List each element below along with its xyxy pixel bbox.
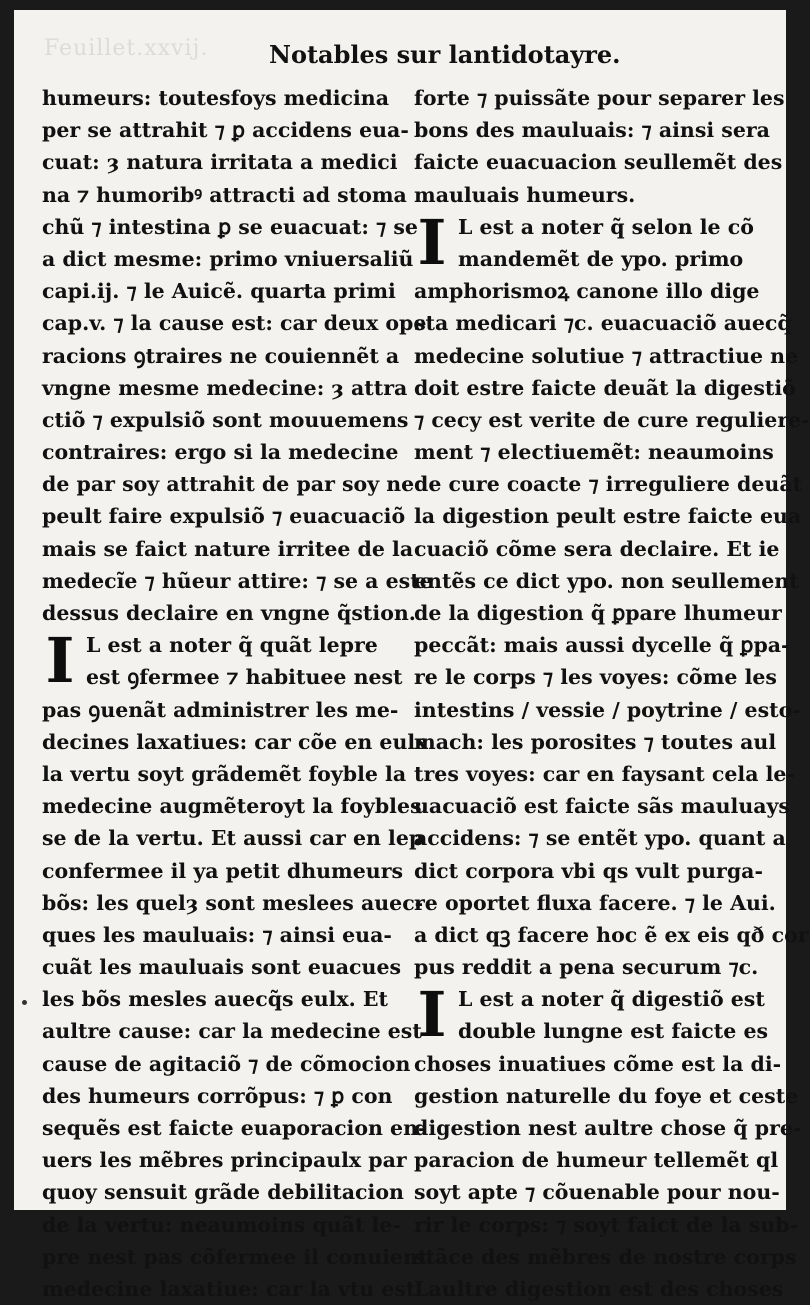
text-line: bons des mauluais: ⁊ ainsi sera [414,118,770,143]
text-line: ment ⁊ electiuemẽt: neaumoins [414,440,774,465]
text-line: cuaciõ cõme sera declaire. Et ie [414,536,780,561]
left-top-block [42,82,433,629]
text-line: amphorismoꝝ canone illo dige [414,279,760,304]
drop-cap-initial: I [417,205,447,279]
text-line: ques les mauluais: ⁊ ainsi eua- [42,922,392,947]
right-top-block [414,82,785,211]
text-line: est ꝯfermee ⁊ habituee nest [86,665,403,690]
text-line: tres voyes: car en faysant cela le- [414,761,795,786]
text-line: sequẽs est faicte euaporacion en- [42,1116,427,1140]
text-line: mais se faict nature irritee de la [42,536,414,561]
text-line: la vertu soyt grãdemẽt foyble la [42,761,407,786]
text-line: stãce des mẽbres de nostre corps [414,1244,797,1269]
text-line: doit estre faicte deuãt la digestiõ [414,375,796,400]
text-line: mandemẽt de ypo. primo [458,246,744,271]
left-bottom-block [42,694,428,1305]
text-line: de par soy attrahit de par soy ne [42,472,415,497]
text-line: rir le corps: ⁊ soyt faict de la sub- [414,1212,799,1237]
text-line: vngne mesme medecine: ȝ attra [42,375,408,400]
text-line: aultre cause: car la medecine est [42,1019,422,1044]
text-line: ctiõ ⁊ expulsiõ sont mouuemens [42,407,409,432]
text-line: chũ ⁊ intestina ꝑ se euacuat: ⁊ se [42,214,418,239]
text-line: na ⁊ humoribꝰ attracti ad stoma [42,182,407,207]
text-line: forte ⁊ puissãte pour separer les [414,86,785,110]
text-line: paracion de humeur tellemẽt ql [414,1148,779,1173]
page-scan [14,10,810,1301]
running-header: Notables sur lantidotayre. [269,40,621,69]
text-line: uacuaciõ est faicte sãs mauluays [414,794,790,819]
text-line: mauluais humeurs. [414,182,636,207]
text-line: medecine laxatiue: car la vtu est [42,1276,416,1301]
text-line: medecine augmẽteroyt la foybles [42,794,422,819]
text-line: choses inuatiues cõme est la di- [414,1051,782,1076]
left-column [42,82,433,1305]
text-line: de la digestion q̃ ꝑpare lhumeur [414,601,782,625]
text-line: digestion nest aultre chose q̃ pre- [414,1116,802,1140]
text-line: soyt apte ⁊ cõuenable pour nou- [414,1180,780,1205]
text-line: faicte euacuacion seullemẽt des [414,150,783,175]
text-line: accidens: ⁊ se entẽt ypo. quant a [414,826,786,851]
text-line: medecine solutiue ⁊ attractiue ne [414,343,799,368]
text-line: decines laxatiues: car cõe en eulx [42,729,428,754]
text-line: entẽs ce dict ypo. non seullement [414,568,799,593]
text-line: re le corps ⁊ les voyes: cõme les [414,665,777,690]
text-line: dessus declaire en vngne q̃stion. [42,601,416,625]
text-line: gestion naturelle du foye et ceste [414,1083,799,1108]
drop-cap-initial: I [45,624,75,698]
text-line: confermee il ya petit dhumeurs [42,858,404,883]
text-line: se de la vertu. Et aussi car en lep [42,826,424,851]
text-line: des humeurs corrõpus: ⁊ ꝑ con [42,1083,393,1108]
right-initial-block-2 [414,978,772,1052]
text-line: pus reddit a pena securum ⁊c. [414,955,759,980]
text-line: uers les mẽbres principaulx par [42,1148,407,1173]
right-initial-block-1 [414,205,772,279]
text-line: dict corpora vbi qs vult purga- [414,858,763,883]
left-initial-block [42,624,403,698]
text-line: re oportet fluxa facere. ⁊ le Aui. [414,890,776,915]
text-line: Laultre digestion est des choses [414,1276,784,1301]
text-line: medecĩe ⁊ hũeur attire: ⁊ se a este [42,568,433,593]
text-line: bõs: les quelȝ sont meslees auec- [42,890,424,915]
text-line: peult faire expulsiõ ⁊ euacuaciõ [42,504,406,529]
right-middle-block [414,275,810,983]
text-line: ⁊ cecy est verite de cure reguliere- [414,407,810,432]
text-line: a dict qꝫ facere hoc ẽ ex eis qð cor [414,922,809,947]
text-line: de cure coacte ⁊ irreguliere deuãt [414,472,803,497]
text-line: pre nest pas cõfermee il conuient [42,1244,428,1269]
text-line: cause de agitaciõ ⁊ de cõmocion [42,1051,411,1076]
text-line: per se attrahit ⁊ ꝑ accidens eua- [42,118,409,143]
bleed-through-text: Feuillet.xxvij. [44,36,209,61]
text-line: cap.v. ⁊ la cause est: car deux ope [42,311,427,336]
text-line: la digestion peult estre faicte eua [414,504,802,529]
text-line: L est a noter q̃ quãt lepre [86,633,378,658]
text-line: L est a noter q̃ digestiõ est [458,987,765,1012]
right-column [414,82,810,1305]
text-line: L est a noter q̃ selon le cõ [458,214,754,239]
text-line: pas ꝯuenãt administrer les me- [42,697,399,722]
text-line: les bõs mesles auecq̃s eulx. Et [42,987,389,1012]
text-line: cuãt les mauluais sont euacues [42,955,402,980]
text-line: intestins / vessie / poytrine / esto- [414,697,801,722]
text-line: humeurs: toutesfoys medicina [42,86,389,110]
text-line: cuat: ȝ natura irritata a medici [42,150,398,175]
right-bottom-block [414,1048,802,1305]
text-line: a dict mesme: primo vniuersaliũ [42,246,414,271]
text-line: mach: les porosites ⁊ toutes aul [414,729,777,754]
text-line: peccãt: mais aussi dycelle q̃ ꝑpa- [414,633,790,658]
text-line: double lungne est faicte es [458,1019,769,1044]
ink-spot [22,1000,27,1005]
text-line: de la vertu: neaumoins quãt le- [42,1212,401,1237]
drop-cap-initial: I [417,978,447,1052]
text-line: quoy sensuit grãde debilitacion [42,1180,404,1205]
text-line: contraires: ergo si la medecine [42,440,399,465]
text-line: racions ꝯtraires ne couiennẽt a [42,343,400,368]
text-line: capi.ij. ⁊ le Auicẽ. quarta primi [42,279,396,304]
text-line: sta medicari ⁊c. euacuaciõ auecq̃ [414,311,792,336]
